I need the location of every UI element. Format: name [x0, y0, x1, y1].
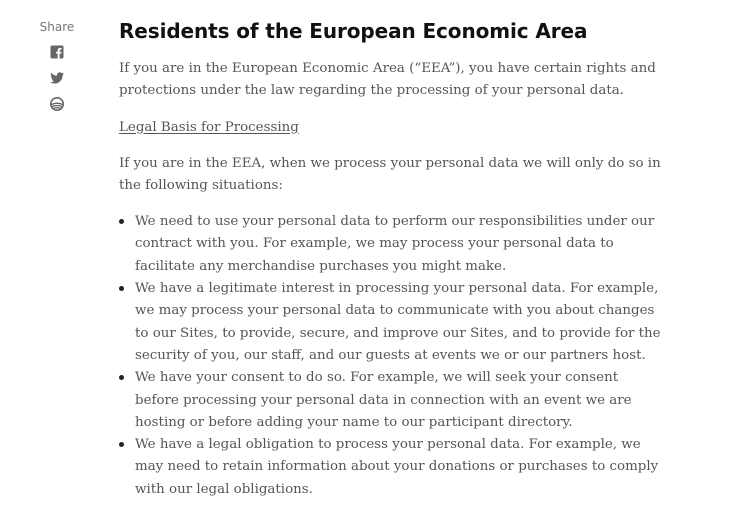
- situations-list: [119, 211, 664, 501]
- list-item: We have a legitimate interest in processing your personal data. For example, we may process your personal data to communicate with you about changes to our Sites, to provide, secure, and improve our Sites, and to provide for the security of you, our staff, and our guests at events we or our partners host.: [119, 278, 664, 367]
- section-heading: Residents of the European Economic Area: [119, 19, 588, 43]
- twitter-icon[interactable]: [49, 70, 65, 86]
- privacy-section: [119, 16, 664, 501]
- share-rail: [34, 20, 80, 122]
- obama-logo-icon[interactable]: [49, 96, 65, 112]
- situations-intro: If you are in the EEA, when we process your personal data we will only do so in the following situations:: [119, 155, 661, 193]
- facebook-icon[interactable]: [49, 44, 65, 60]
- intro-paragraph: If you are in the European Economic Area (“EEA”), you have certain rights and protections under the law regarding the processing of your personal data.: [119, 61, 656, 99]
- legal-basis-link[interactable]: Legal Basis for Processing: [119, 119, 299, 135]
- list-item: We have a legal obligation to process your personal data. For example, we may need to retain information about your donations or purchases to comply with our legal obligations.: [119, 434, 664, 501]
- list-item: We have your consent to do so. For example, we will seek your consent before processing your personal data in connection with an event we are hosting or before adding your name to our participant directory.: [119, 367, 664, 434]
- list-item: We need to use your personal data to perform our responsibilities under our contract with you. For example, we may process your personal data to facilitate any merchandise purchases you might make.: [119, 211, 664, 278]
- share-label: Share: [39, 20, 75, 34]
